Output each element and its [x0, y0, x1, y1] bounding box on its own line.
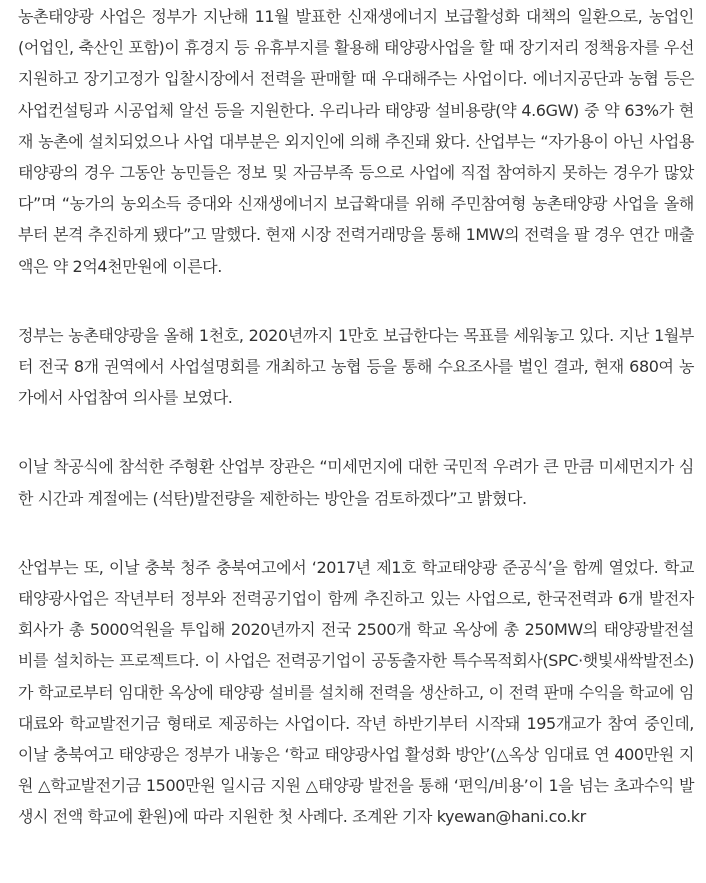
article-paragraph: 산업부는 또, 이날 충북 청주 충북여고에서 ‘2017년 제1호 학교태양광 준공식’을 함께 열었다. 학교 태양광사업은 작년부터 정부와 전력공기업이 함께 추진하고 있는 사업으로, 한국전력과 6개 발전자회사가 총 5000억원을 투입해 2020년까지 전국 2500개 학교 옥상에 총 250MW의 태양광발전설비를 설치하는 프로젝트다. 이 사업은 전력공기업이 공동출자한 특수목적회사(SPC·햇빛새싹발전소)가 학교로부터 임대한 옥상에 태양광 설비를 설치해 전력을 생산하고, 이 전력 판매 수익을 학교에 임대료와 학교발전기금 형태로 제공하는 사업이다. 작년 하반기부터 시작돼 195개교가 참여 중인데, 이날 충북여고 태양광은 정부가 내놓은 ‘학교 태양광사업 활성화 방안’(△옥상 임대료 연 400만원 지원 △학교발전기금 1500만원 일시금 지원 △태양광 발전을 통해 ‘편익/비용’이 1을 넘는 초과수익 발생시 전액 학교에 환원)에 따라 지원한 첫 사례다. 조계완 기자 kyewan@hani.co.kr — [18, 557, 694, 827]
article-paragraph: 정부는 농촌태양광을 올해 1천호, 2020년까지 1만호 보급한다는 목표를 세워놓고 있다. 지난 1월부터 전국 8개 권역에서 사업설명회를 개최하고 농협 등을 통해 수요조사를 벌인 결과, 현재 680여 농가에서 사업참여 의사를 보였다. — [18, 325, 694, 408]
paragraph-spacer — [18, 413, 694, 451]
article-body — [18, 0, 694, 833]
article-paragraph: 농촌태양광 사업은 정부가 지난해 11월 발표한 신재생에너지 보급활성화 대책의 일환으로, 농업인(어업인, 축산인 포함)이 휴경지 등 유휴부지를 활용해 태양광사업을 할 때 장기저리 정책융자를 우선 지원하고 장기고정가 입찰시장에서 전력을 판매할 때 우대해주는 사업이다. 에너지공단과 농협 등은 사업컨설팅과 시공업체 알선 등을 지원한다. 우리나라 태양광 설비용량(약 4.6GW) 중 약 63%가 현재 농촌에 설치되었으나 사업 대부분은 외지인에 의해 추진돼 왔다. 산업부는 “자가용이 아닌 사업용 태양광의 경우 그동안 농민들은 정보 및 자금부족 등으로 사업에 직접 참여하지 못하는 경우가 많았다”며 “농가의 농외소득 증대와 신재생에너지 보급확대를 위해 주민참여형 농촌태양광 사업을 올해부터 본격 추진하게 됐다”고 말했다. 현재 시장 전력거래망을 통해 1MW의 전력을 팔 경우 연간 매출액은 약 2억4천만원에 이른다. — [18, 7, 694, 276]
paragraph-spacer — [18, 514, 694, 552]
paragraph-spacer — [18, 282, 694, 320]
article-paragraph: 이날 착공식에 참석한 주형환 산업부 장관은 “미세먼지에 대한 국민적 우려가 큰 만큼 미세먼지가 심한 시간과 계절에는 (석탄)발전량을 제한하는 방안을 검토하겠다”고 밝혔다. — [18, 457, 694, 508]
